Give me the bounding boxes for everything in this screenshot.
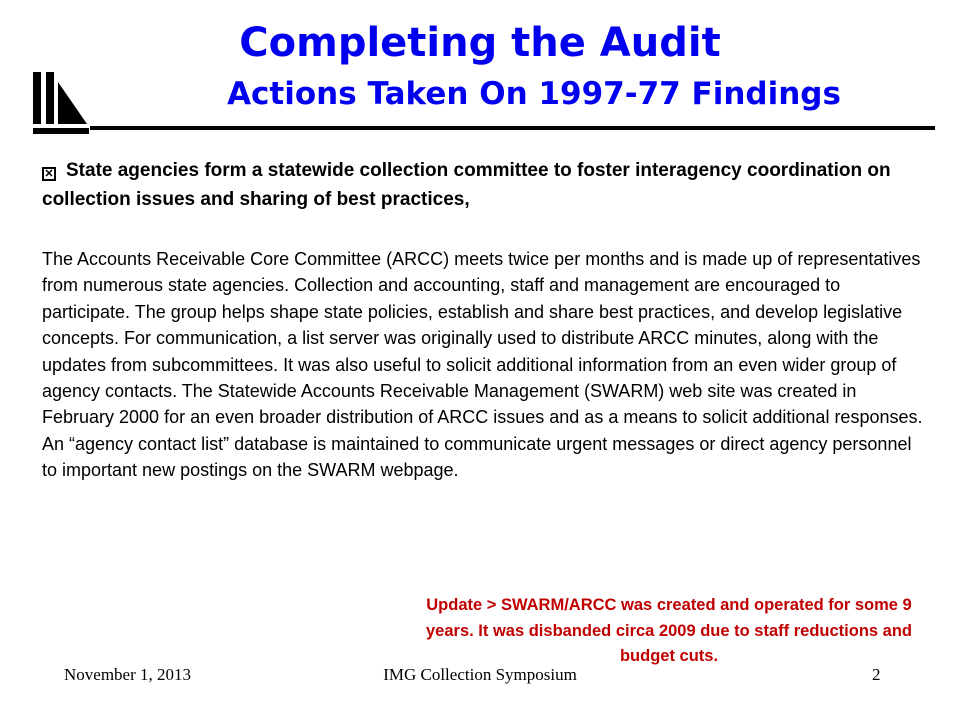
body-paragraph: The Accounts Receivable Core Committee (ARCC) meets twice per months and is made up of representatives from numerous state agencies. Collection and accounting, staff and management are encouraged to participate. The group helps shape state policies, establish and share best practices, and develop legislative concepts. For communication, a list server was originally used to distribute ARCC minutes, along with the updates from subcommittees. It was also useful to solicit additional information from an even wider group of agency contacts. The Statewide Accounts Receivable Management (SWARM) web site was created in February 2000 for an even broader distribution of ARCC issues and as a means to solicit additional responses. An “agency contact list” database is maintained to communicate urgent messages or direct agency personnel to important new postings on the SWARM webpage. [42, 249, 923, 481]
update-note: Update > SWARM/ARCC was created and operated for some 9 years. It was disbanded circa 2009 due to staff reductions and budget cuts. [426, 596, 912, 665]
bullet-item [42, 156, 922, 214]
slide-subtitle: Actions Taken On 1997-77 Findings [227, 76, 841, 112]
checkbox-x-icon: ✕ [42, 167, 56, 181]
slide-title: Completing the Audit [239, 20, 721, 66]
footer-date: November 1, 2013 [64, 665, 192, 684]
title-divider [90, 126, 935, 130]
logo-icon [33, 72, 89, 136]
footer-page-number: 2 [872, 665, 881, 684]
footer-event: IMG Collection Symposium [383, 665, 577, 684]
bullet-text: State agencies form a statewide collection committee to foster interagency coordination on collection issues and sharing of best practices, [42, 160, 891, 210]
